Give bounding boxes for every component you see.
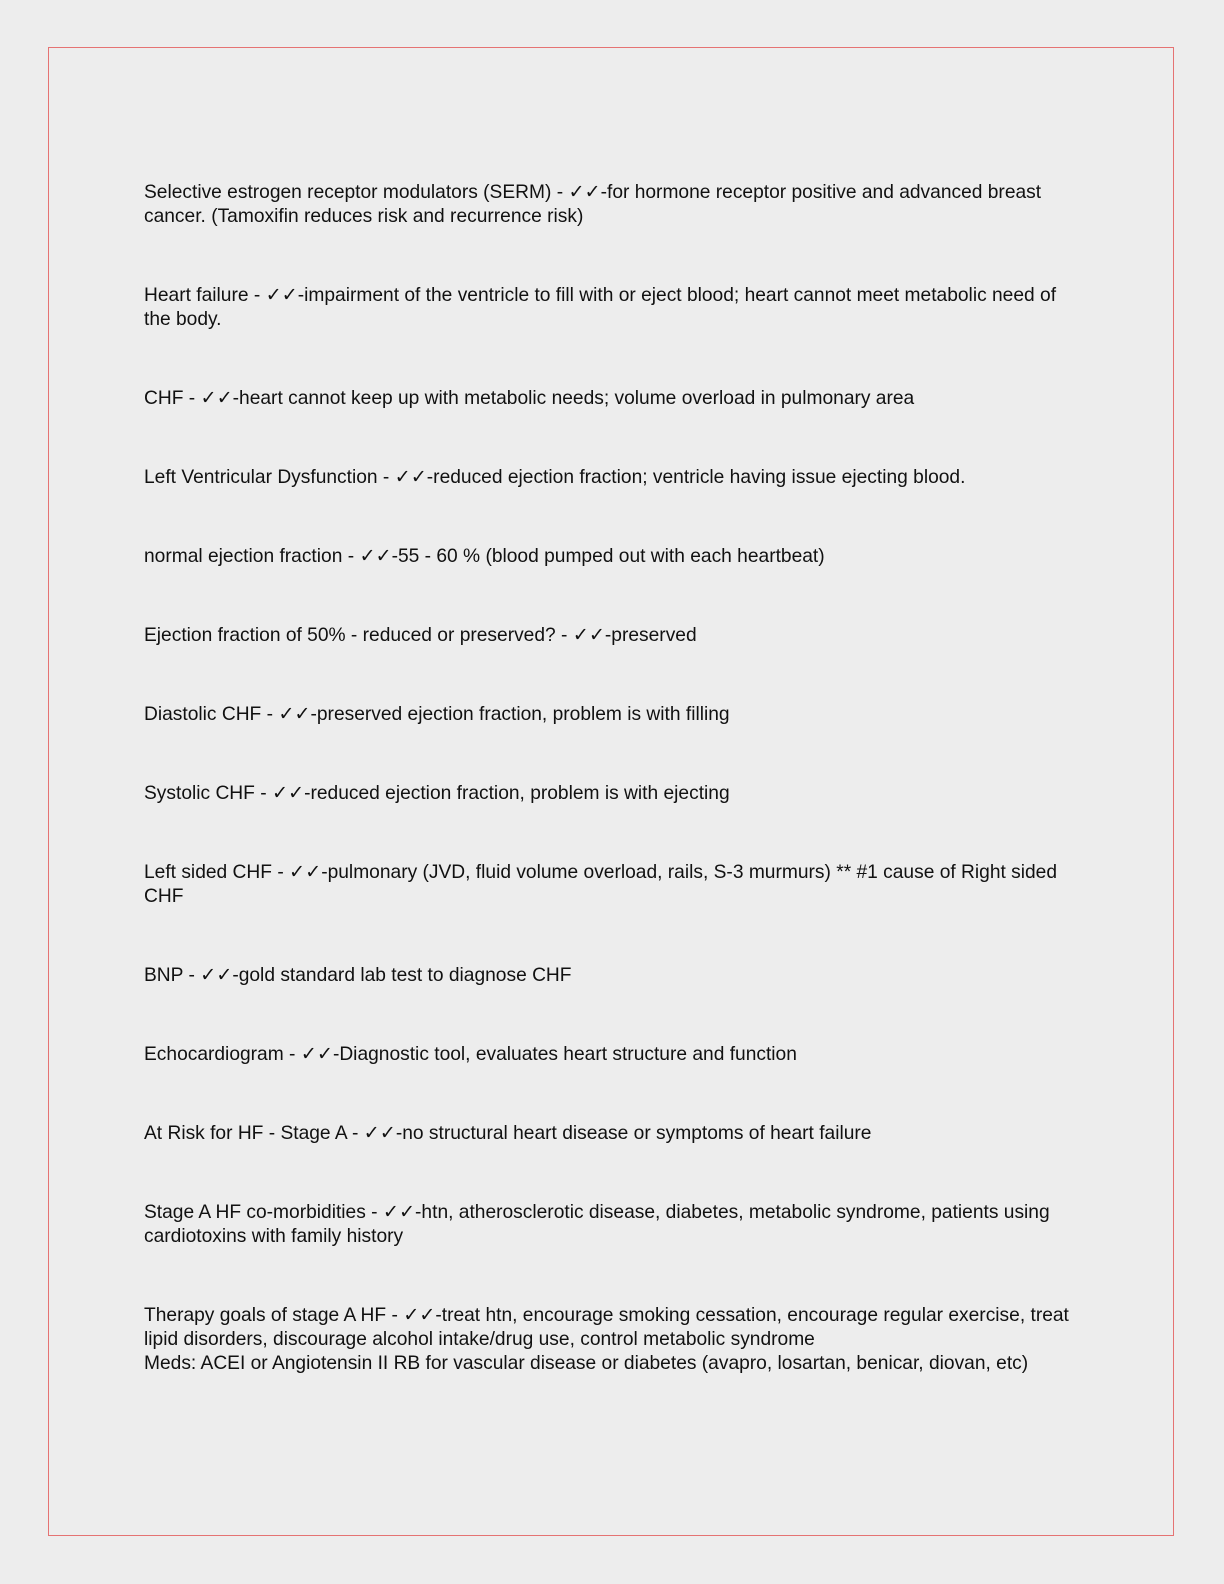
entry-definition: -treat htn, encourage smoking cessation, encourage regular exercise, treat lipid disorders, discourage alcohol intake/drug use, control metabolic syndrome <box>144 1305 1069 1350</box>
entry-term: Stage A HF co-morbidities <box>144 1202 366 1223</box>
entry-text <box>144 1304 1084 1352</box>
entry-text <box>144 387 1084 411</box>
checkmark-icon: ✓✓ <box>200 388 233 409</box>
entry-text <box>144 782 1084 806</box>
entry-stage-a-comorbidities <box>144 1201 1084 1249</box>
entry-term: Left Ventricular Dysfunction <box>144 467 378 488</box>
entry-stage-a-risk <box>144 1122 1084 1146</box>
checkmark-icon: ✓✓ <box>278 704 311 725</box>
checkmark-icon: ✓✓ <box>265 285 298 306</box>
entry-bnp <box>144 964 1084 988</box>
checkmark-icon: ✓✓ <box>568 182 601 203</box>
entry-term: BNP <box>144 965 184 986</box>
entry-normal-ef <box>144 545 1084 569</box>
entry-separator: - <box>271 862 290 883</box>
entry-definition: -gold standard lab test to diagnose CHF <box>232 965 572 986</box>
entry-heart-failure <box>144 284 1084 332</box>
entry-term: At Risk for HF - Stage A <box>144 1123 347 1144</box>
entry-definition: -no structural heart disease or symptoms of heart failure <box>395 1123 872 1144</box>
entry-separator: - <box>254 783 272 804</box>
entry-text <box>144 1122 1084 1146</box>
entry-term: Therapy goals of stage A HF <box>144 1305 387 1326</box>
entry-text <box>144 703 1084 727</box>
entry-text <box>144 624 1084 648</box>
checkmark-icon: ✓✓ <box>359 546 392 567</box>
entry-term: Heart failure <box>144 285 249 306</box>
entry-definition: -preserved <box>604 625 697 646</box>
entry-definition: -Diagnostic tool, evaluates heart structure and function <box>332 1044 797 1065</box>
entry-text <box>144 1201 1084 1249</box>
entry-separator: - <box>377 467 395 488</box>
entry-definition: -htn, atherosclerotic disease, diabetes, metabolic syndrome, patients using cardiotoxins with family history <box>144 1202 1050 1247</box>
entry-definition: -heart cannot keep up with metabolic needs; volume overload in pulmonary area <box>232 388 915 409</box>
entry-term: normal ejection fraction <box>144 546 343 567</box>
entry-echocardiogram <box>144 1043 1084 1067</box>
entry-serm <box>144 181 1084 229</box>
entry-definition: -for hormone receptor positive and advanced breast cancer. (Tamoxifin reduces risk and recurrence risk) <box>144 182 1042 227</box>
entry-diastolic-chf <box>144 703 1084 727</box>
entry-text <box>144 1043 1084 1067</box>
entry-chf <box>144 387 1084 411</box>
checkmark-icon: ✓✓ <box>572 625 605 646</box>
entry-left-sided-chf <box>144 861 1084 909</box>
entry-term: CHF <box>144 388 184 409</box>
entry-separator: - <box>551 182 569 203</box>
entry-separator: - <box>183 965 201 986</box>
entry-definition: -pulmonary (JVD, fluid volume overload, rails, S-3 murmurs) ** #1 cause of Right sided CHF <box>144 862 1058 907</box>
entry-separator: - <box>283 1044 301 1065</box>
entry-term: Diastolic CHF <box>144 704 262 725</box>
entry-definition: -reduced ejection fraction; ventricle having issue ejecting blood. <box>426 467 966 488</box>
checkmark-icon: ✓✓ <box>403 1305 436 1326</box>
checkmark-icon: ✓✓ <box>300 1044 333 1065</box>
checkmark-icon: ✓✓ <box>394 467 427 488</box>
entry-stage-a-therapy <box>144 1304 1084 1376</box>
entry-separator: - <box>346 1123 364 1144</box>
checkmark-icon: ✓✓ <box>200 965 233 986</box>
checkmark-icon: ✓✓ <box>382 1202 416 1223</box>
entry-text <box>144 466 1084 490</box>
entry-separator: - <box>555 625 573 646</box>
entry-definition: -impairment of the ventricle to fill with or eject blood; heart cannot meet metabolic need of the body. <box>144 285 1057 330</box>
entry-term: Ejection fraction of 50% - reduced or preserved? <box>144 625 556 646</box>
entry-term: Selective estrogen receptor modulators (SERM) <box>144 182 552 203</box>
entry-term: Systolic CHF <box>144 783 255 804</box>
document-body <box>144 181 1084 1376</box>
entry-lv-dysfunction <box>144 466 1084 490</box>
checkmark-icon: ✓✓ <box>289 862 322 883</box>
checkmark-icon: ✓✓ <box>271 783 305 804</box>
entry-systolic-chf <box>144 782 1084 806</box>
meds-line: Meds: ACEI or Angiotensin II RB for vascular disease or diabetes (avapro, losartan, benicar, diovan, etc) <box>144 1353 1029 1374</box>
entry-text <box>144 545 1084 569</box>
entry-separator: - <box>342 546 360 567</box>
entry-text <box>144 284 1084 332</box>
entry-term: Left sided CHF <box>144 862 272 883</box>
entry-separator: - <box>261 704 279 725</box>
entry-definition: -55 - 60 % (blood pumped out with each heartbeat) <box>391 546 825 567</box>
entry-separator: - <box>386 1305 404 1326</box>
entry-ef-50 <box>144 624 1084 648</box>
entry-term: Echocardiogram <box>144 1044 284 1065</box>
entry-definition: -reduced ejection fraction, problem is with ejecting <box>304 783 730 804</box>
entry-text <box>144 181 1084 229</box>
entry-text <box>144 964 1084 988</box>
entry-separator: - <box>365 1202 383 1223</box>
entry-definition: -preserved ejection fraction, problem is with filling <box>310 704 730 725</box>
entry-separator: - <box>248 285 266 306</box>
checkmark-icon: ✓✓ <box>363 1123 396 1144</box>
entry-separator: - <box>183 388 201 409</box>
entry-text <box>144 861 1084 909</box>
